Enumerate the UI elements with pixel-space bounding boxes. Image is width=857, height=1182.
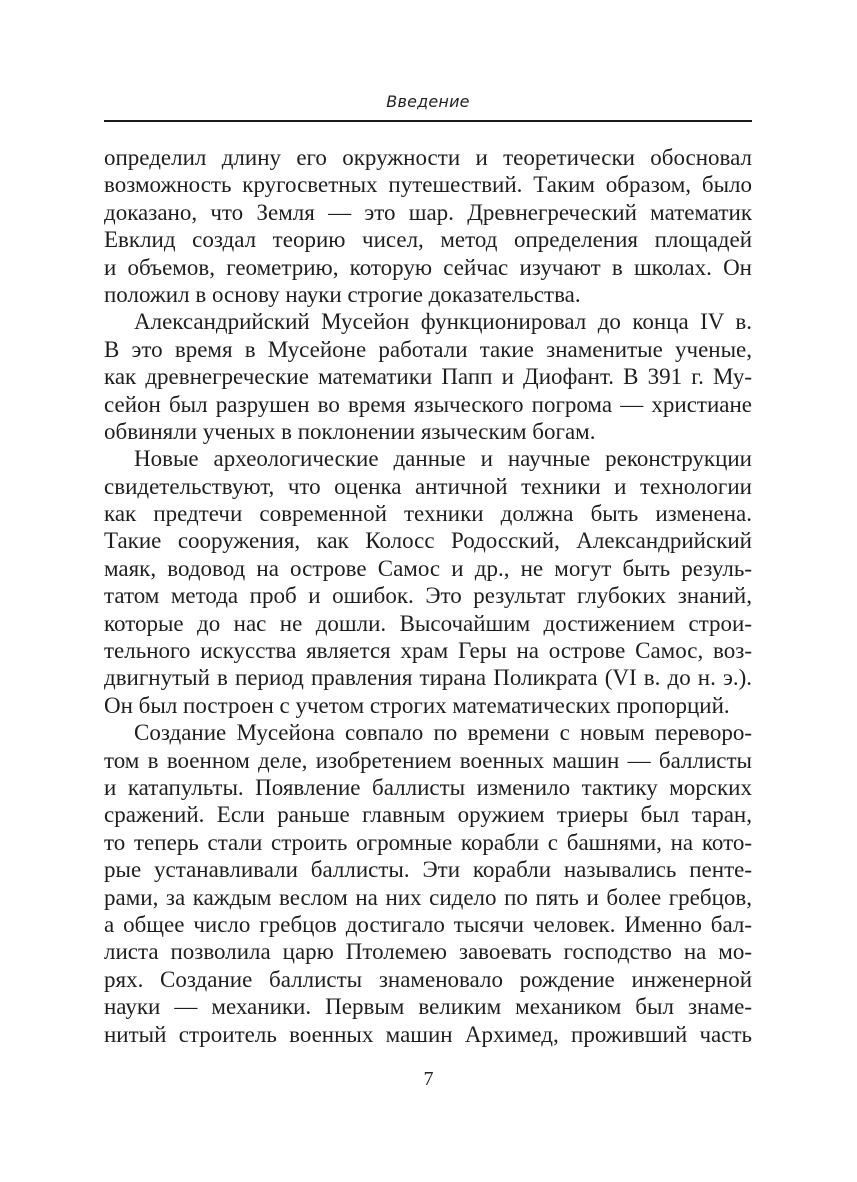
text-line: маяк, водовод на острове Самос и др., не могут быть резуль- [104,555,752,581]
paragraph [104,308,752,445]
text-line: Создание Мусейона совпало по времени с новым переворо- [134,720,752,746]
text-line: положил в основу науки строгие доказательства. [104,281,581,307]
text-line: сейон был разрушен во время языческого погрома — христиане [104,391,752,417]
text-line: том в военном деле, изобретением военных машин — баллисты [104,747,752,773]
text-line: обвиняли ученых в поклонении языческим богам. [104,418,596,444]
text-line: а общее число гребцов достигало тысячи человек. Именно бал- [104,911,752,937]
text-line: Он был построен с учетом строгих математических пропорций. [104,692,730,718]
text-line: Евклид создал теорию чисел, метод определения площадей [104,227,752,253]
text-line: Такие сооружения, как Колосс Родосский, Александрийский [104,528,752,554]
header-rule [104,120,752,122]
text-line: сражений. Если раньше главным оружием триеры был таран, [104,802,752,828]
page-number: 7 [423,1068,434,1090]
paragraph [104,719,752,1048]
text-line: науки — механики. Первым великим механиком был знаме- [104,994,752,1020]
text-line: татом метода проб и ошибок. Это результат глубоких знаний, [104,583,752,609]
body-text [104,144,752,1048]
paragraph [104,144,752,308]
text-line: как предтечи современной техники должна быть изменена. [104,501,752,527]
text-line: листа позволила царю Птолемею завоевать господство на мо- [104,939,752,965]
text-line: тельного искусства является храм Геры на острове Самос, воз- [104,638,752,664]
paragraph [104,445,752,719]
text-line: свидетельствуют, что оценка античной техники и технологии [104,473,752,499]
text-line: которые до нас не дошли. Высочайшим достижением строи- [104,610,752,636]
text-line: рях. Создание баллисты знаменовало рождение инженерной [104,966,752,992]
text-line: определил длину его окружности и теоретически обосновал [104,145,752,170]
text-line: рами, за каждым веслом на них сидело по пять и более гребцов, [104,884,752,910]
text-line: доказано, что Земля — это шар. Древнегреческий математик [104,199,752,225]
text-line: рые устанавливали баллисты. Эти корабли назывались пенте- [104,857,752,883]
text-line: нитый строитель военных машин Архимед, проживший часть [104,1021,752,1047]
text-line: возможность кругосветных путешествий. Таким образом, было [104,172,752,198]
running-head: Введение [386,92,470,111]
text-line: то теперь стали строить огромные корабли с башнями, на кото- [104,829,752,855]
text-line: В это время в Мусейоне работали такие знаменитые ученые, [104,336,752,362]
text-line: Александрийский Мусейон функционировал до конца IV в. [134,309,752,335]
text-line: Новые археологические данные и научные реконструкции [134,446,752,472]
text-line: и катапульты. Появление баллисты изменило тактику морских [104,774,752,800]
text-line: и объемов, геометрию, которую сейчас изучают в школах. Он [104,254,752,280]
text-line: двигнутый в период правления тирана Поликрата (VI в. до н. э.). [104,665,752,691]
text-line: как древнегреческие математики Папп и Диофант. В 391 г. Му- [104,364,752,390]
